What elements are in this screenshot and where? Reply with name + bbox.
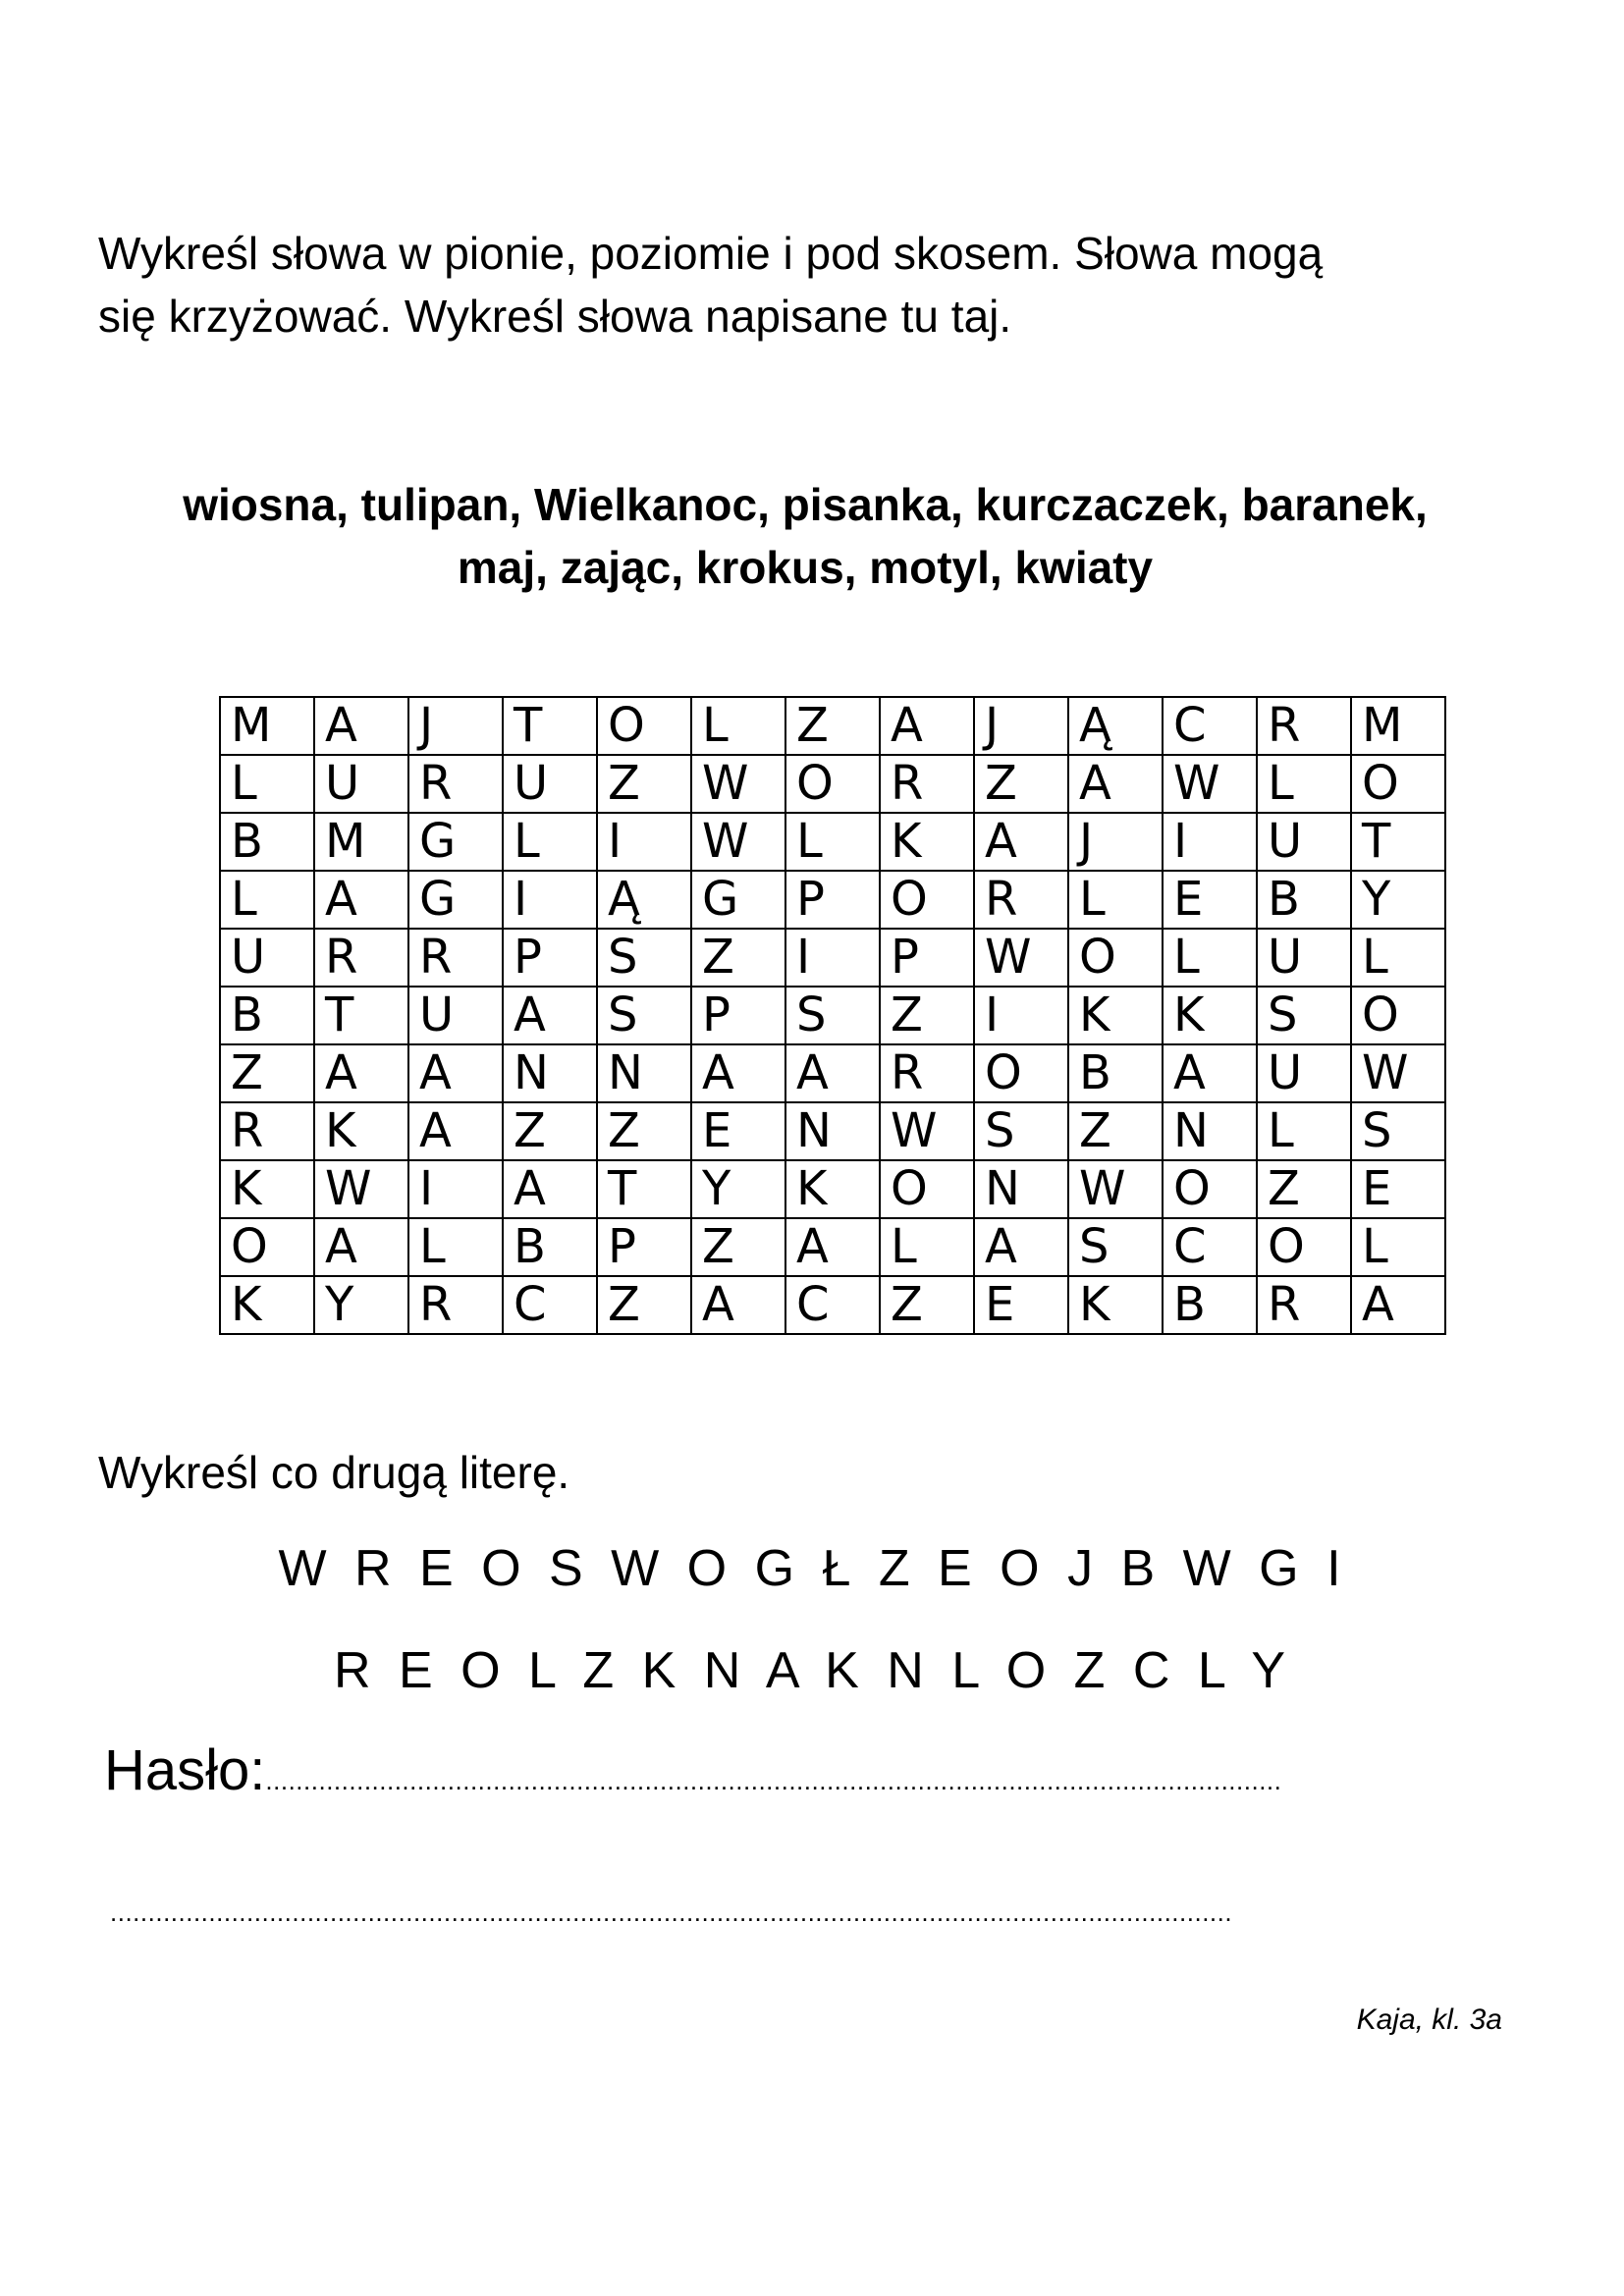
grid-cell[interactable]: Z — [597, 755, 691, 813]
grid-cell[interactable]: K — [1068, 1276, 1163, 1334]
grid-cell[interactable]: S — [1257, 987, 1351, 1044]
word-list — [79, 473, 1532, 599]
grid-cell[interactable]: R — [408, 1276, 503, 1334]
grid-cell[interactable]: Ą — [597, 871, 691, 929]
grid-cell[interactable]: O — [1163, 1160, 1257, 1218]
grid-cell[interactable]: T — [314, 987, 408, 1044]
grid-cell[interactable]: G — [408, 871, 503, 929]
grid-cell[interactable]: N — [597, 1044, 691, 1102]
grid-row — [220, 813, 1445, 871]
grid-cell[interactable]: N — [974, 1160, 1068, 1218]
grid-cell[interactable]: L — [1351, 929, 1445, 987]
word-list-line-2: maj, zając, krokus, motyl, kwiaty — [457, 542, 1154, 593]
grid-cell[interactable]: I — [503, 871, 597, 929]
grid-cell[interactable]: A — [880, 697, 974, 755]
grid-cell[interactable]: O — [974, 1044, 1068, 1102]
grid-cell[interactable]: A — [408, 1044, 503, 1102]
grid-cell[interactable]: I — [597, 813, 691, 871]
grid-cell[interactable]: L — [1163, 929, 1257, 987]
grid-cell[interactable]: J — [408, 697, 503, 755]
grid-cell[interactable]: Ą — [1068, 697, 1163, 755]
grid-cell[interactable]: A — [408, 1102, 503, 1160]
instructions-line-2: się krzyżować. Wykreśl słowa napisane tu taj. — [98, 291, 1012, 342]
grid-cell[interactable]: N — [1163, 1102, 1257, 1160]
grid-cell[interactable]: L — [1351, 1218, 1445, 1276]
grid-cell[interactable]: K — [1068, 987, 1163, 1044]
grid-cell[interactable]: Z — [785, 697, 880, 755]
grid-cell[interactable]: Y — [1351, 871, 1445, 929]
letter-row-2: R E O L Z K N A K N L O Z C L Y — [333, 1642, 1291, 1699]
grid-cell[interactable]: I — [974, 987, 1068, 1044]
grid-cell[interactable]: L — [880, 1218, 974, 1276]
grid-row — [220, 1218, 1445, 1276]
grid-row — [220, 1276, 1445, 1334]
grid-cell[interactable]: Z — [691, 929, 785, 987]
grid-cell[interactable]: W — [1351, 1044, 1445, 1102]
grid-cell[interactable]: M — [314, 813, 408, 871]
grid-cell[interactable]: Z — [1257, 1160, 1351, 1218]
grid-cell[interactable]: G — [691, 871, 785, 929]
grid-row — [220, 1044, 1445, 1102]
grid-cell[interactable]: K — [314, 1102, 408, 1160]
grid-cell[interactable]: P — [785, 871, 880, 929]
grid-cell[interactable]: Z — [1068, 1102, 1163, 1160]
grid-cell[interactable]: A — [785, 1044, 880, 1102]
grid-cell[interactable]: O — [597, 697, 691, 755]
grid-cell[interactable]: B — [1068, 1044, 1163, 1102]
grid-body — [220, 697, 1445, 1334]
grid-cell[interactable]: R — [408, 755, 503, 813]
grid-cell[interactable]: A — [503, 1160, 597, 1218]
password-label: Hasło: — [104, 1738, 266, 1802]
grid-cell[interactable]: U — [220, 929, 314, 987]
grid-cell[interactable]: K — [1163, 987, 1257, 1044]
grid-row — [220, 929, 1445, 987]
grid-cell[interactable]: A — [1163, 1044, 1257, 1102]
grid-cell[interactable]: A — [314, 871, 408, 929]
grid-cell[interactable]: W — [1163, 755, 1257, 813]
grid-cell[interactable]: C — [1163, 697, 1257, 755]
grid-cell[interactable]: W — [880, 1102, 974, 1160]
grid-cell[interactable]: A — [974, 1218, 1068, 1276]
grid-cell[interactable]: L — [220, 755, 314, 813]
grid-cell[interactable]: O — [220, 1218, 314, 1276]
grid-cell[interactable]: T — [1351, 813, 1445, 871]
grid-cell[interactable]: W — [691, 755, 785, 813]
word-list-line-1: wiosna, tulipan, Wielkanoc, pisanka, kurczaczek, baranek, — [183, 479, 1428, 530]
grid-cell[interactable]: A — [1351, 1276, 1445, 1334]
grid-cell[interactable]: O — [1068, 929, 1163, 987]
grid-cell[interactable]: B — [503, 1218, 597, 1276]
grid-cell[interactable]: B — [1257, 871, 1351, 929]
grid-cell[interactable]: Z — [503, 1102, 597, 1160]
grid-cell[interactable]: S — [785, 987, 880, 1044]
grid-cell[interactable]: W — [314, 1160, 408, 1218]
grid-cell[interactable]: A — [314, 1044, 408, 1102]
grid-cell[interactable]: Z — [974, 755, 1068, 813]
grid-cell[interactable]: Z — [691, 1218, 785, 1276]
grid-cell[interactable]: A — [974, 813, 1068, 871]
grid-cell[interactable]: Z — [880, 1276, 974, 1334]
grid-cell[interactable]: A — [314, 697, 408, 755]
grid-cell[interactable]: A — [785, 1218, 880, 1276]
grid-cell[interactable]: U — [503, 755, 597, 813]
grid-cell[interactable]: N — [785, 1102, 880, 1160]
grid-cell[interactable]: I — [1163, 813, 1257, 871]
grid-cell[interactable]: K — [785, 1160, 880, 1218]
grid-row — [220, 1102, 1445, 1160]
grid-cell[interactable]: W — [1068, 1160, 1163, 1218]
grid-row — [220, 1160, 1445, 1218]
grid-cell[interactable]: O — [1351, 755, 1445, 813]
grid-cell[interactable]: Z — [597, 1276, 691, 1334]
grid-cell[interactable]: O — [1351, 987, 1445, 1044]
grid-cell[interactable]: L — [408, 1218, 503, 1276]
grid-cell[interactable]: R — [1257, 697, 1351, 755]
grid-cell[interactable]: R — [880, 1044, 974, 1102]
grid-cell[interactable]: K — [220, 1276, 314, 1334]
grid-cell[interactable]: W — [691, 813, 785, 871]
grid-cell[interactable]: K — [220, 1160, 314, 1218]
grid-cell[interactable]: A — [503, 987, 597, 1044]
grid-cell[interactable]: W — [974, 929, 1068, 987]
grid-cell[interactable]: E — [974, 1276, 1068, 1334]
grid-cell[interactable]: O — [880, 1160, 974, 1218]
password-answer-dots[interactable]: ...................................................................................................................................... — [265, 1766, 1282, 1795]
grid-cell[interactable]: I — [408, 1160, 503, 1218]
grid-cell[interactable]: P — [880, 929, 974, 987]
grid-cell[interactable]: J — [974, 697, 1068, 755]
grid-cell[interactable]: O — [785, 755, 880, 813]
grid-cell[interactable]: N — [503, 1044, 597, 1102]
grid-cell[interactable]: R — [314, 929, 408, 987]
grid-row — [220, 871, 1445, 929]
instructions-line-1: Wykreśl słowa w pionie, poziomie i pod skosem. Słowa mogą — [98, 228, 1324, 279]
grid-cell[interactable]: Z — [597, 1102, 691, 1160]
grid-row — [220, 987, 1445, 1044]
grid-cell[interactable]: M — [1351, 697, 1445, 755]
grid-cell[interactable]: T — [597, 1160, 691, 1218]
grid-cell[interactable]: U — [1257, 813, 1351, 871]
grid-cell[interactable]: K — [880, 813, 974, 871]
grid-cell[interactable]: S — [597, 929, 691, 987]
grid-cell[interactable]: Y — [691, 1160, 785, 1218]
grid-cell[interactable]: L — [503, 813, 597, 871]
grid-cell[interactable]: Z — [220, 1044, 314, 1102]
grid-cell[interactable]: L — [1257, 755, 1351, 813]
grid-cell[interactable]: A — [691, 1276, 785, 1334]
second-answer-dots[interactable]: .................................................................................................................................................... — [110, 1897, 1233, 1927]
grid-cell[interactable]: A — [1068, 755, 1163, 813]
grid-cell[interactable]: U — [1257, 929, 1351, 987]
grid-cell[interactable]: R — [408, 929, 503, 987]
grid-cell[interactable]: G — [408, 813, 503, 871]
grid-cell[interactable]: C — [503, 1276, 597, 1334]
signature: Kaja, kl. 3a — [1356, 2003, 1502, 2036]
grid-cell[interactable]: L — [691, 697, 785, 755]
grid-cell[interactable]: U — [1257, 1044, 1351, 1102]
letter-row-1: W R E O S W O G Ł Z E O J B W G I — [278, 1540, 1346, 1597]
grid-cell[interactable]: A — [691, 1044, 785, 1102]
grid-cell[interactable]: R — [1257, 1276, 1351, 1334]
grid-cell[interactable]: E — [1163, 871, 1257, 929]
grid-cell[interactable]: M — [220, 697, 314, 755]
grid-cell[interactable]: C — [785, 1276, 880, 1334]
grid-cell[interactable]: A — [314, 1218, 408, 1276]
instructions — [98, 222, 1512, 347]
grid-cell[interactable]: Z — [880, 987, 974, 1044]
grid-cell[interactable]: B — [220, 987, 314, 1044]
grid-cell[interactable]: P — [503, 929, 597, 987]
grid-cell[interactable]: S — [974, 1102, 1068, 1160]
grid-cell[interactable]: R — [220, 1102, 314, 1160]
grid-cell[interactable]: U — [408, 987, 503, 1044]
grid-cell[interactable]: P — [597, 1218, 691, 1276]
section2-title: Wykreśl co drugą literę. — [98, 1447, 570, 1498]
grid-cell[interactable]: O — [1257, 1218, 1351, 1276]
grid-cell[interactable]: L — [785, 813, 880, 871]
grid-cell[interactable]: C — [1163, 1218, 1257, 1276]
grid-cell[interactable]: P — [691, 987, 785, 1044]
grid-cell[interactable]: S — [1351, 1102, 1445, 1160]
word-search-grid — [219, 696, 1446, 1335]
grid-cell[interactable]: R — [880, 755, 974, 813]
grid-cell[interactable]: B — [220, 813, 314, 871]
grid-cell[interactable]: R — [974, 871, 1068, 929]
grid-cell[interactable]: L — [1257, 1102, 1351, 1160]
grid-cell[interactable]: T — [503, 697, 597, 755]
grid-row — [220, 697, 1445, 755]
grid-cell[interactable]: S — [1068, 1218, 1163, 1276]
grid-cell[interactable]: L — [220, 871, 314, 929]
grid-row — [220, 755, 1445, 813]
grid-cell[interactable]: E — [1351, 1160, 1445, 1218]
grid-cell[interactable]: O — [880, 871, 974, 929]
grid-cell[interactable]: E — [691, 1102, 785, 1160]
grid-cell[interactable]: J — [1068, 813, 1163, 871]
grid-cell[interactable]: I — [785, 929, 880, 987]
grid-cell[interactable]: U — [314, 755, 408, 813]
grid-cell[interactable]: S — [597, 987, 691, 1044]
password-line — [104, 1735, 1281, 1816]
grid-cell[interactable]: L — [1068, 871, 1163, 929]
grid-cell[interactable]: Y — [314, 1276, 408, 1334]
grid-cell[interactable]: B — [1163, 1276, 1257, 1334]
